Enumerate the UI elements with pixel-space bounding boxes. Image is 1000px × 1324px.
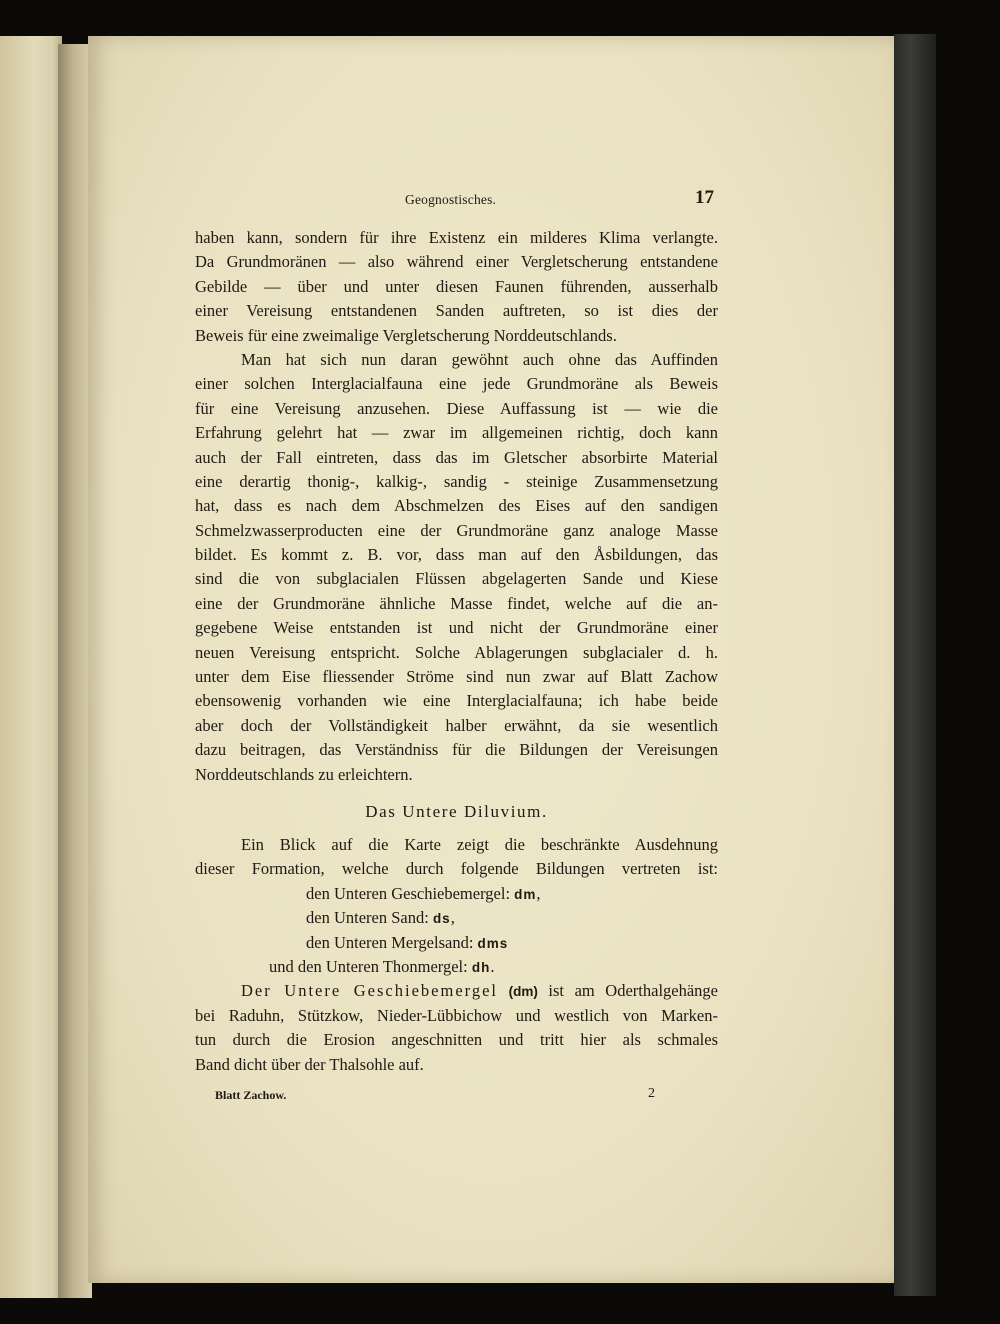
text-line: unter dem Eise fliessender Ströme sind nun zwar auf Blatt Zachow [195, 667, 718, 687]
formation-prefix: den [306, 883, 330, 903]
facing-page-edge [0, 36, 62, 1298]
text-line: gegebene Weise entstanden ist und nicht der Grundmoräne einer [195, 618, 718, 638]
text-line: eine derartig thonig-, kalkig-, sandig - steinige Zusammensetzung [195, 471, 718, 491]
running-head: Geognostisches. [405, 192, 497, 207]
formation-name: Unteren Mergelsand: [333, 932, 474, 952]
text-line: Ein Blick auf die Karte zeigt die beschränkte Ausdehnung [241, 834, 718, 854]
text-line: für eine Vereisung anzusehen. Diese Auffassung ist — wie die [195, 398, 718, 418]
text-line: Band dicht über der Thalsohle auf. [195, 1054, 424, 1074]
text-line: Norddeutschlands zu erleichtern. [195, 764, 413, 784]
section-heading: Das Untere Diluvium. [365, 801, 548, 821]
text-line: bildet. Es kommt z. B. vor, dass man auf den Åsbildungen, das [195, 545, 718, 565]
formation-symbol: dm [514, 886, 537, 902]
text-line: Erfahrung gelehrt hat — zwar im allgemeinen richtig, doch kann [195, 423, 718, 443]
page-body [195, 226, 718, 1077]
formation-name: Unteren Geschiebemergel: [333, 883, 511, 903]
text-line: sind die von subglacialen Flüssen abgelagerten Sande und Kiese [195, 569, 718, 589]
sheet-signature: Blatt Zachow. [215, 1088, 287, 1102]
formation-name: Unteren Sand: [333, 908, 429, 928]
formation-symbol: dms [477, 935, 509, 951]
text-line: ebensowenig vorhanden wie eine Interglacialfauna; ich habe beide [195, 691, 718, 711]
paragraph-1 [195, 226, 718, 348]
text-line: dazu beitragen, das Verständniss für die Bildungen der Vereisungen [195, 740, 718, 760]
text-line: einer Vereisung entstandenen Sanden auftreten, so ist dies der [195, 301, 718, 321]
formation-suffix: , [536, 883, 541, 903]
text-line: neuen Vereisung entspricht. Solche Ablagerungen subglacialer d. h. [195, 642, 718, 662]
page-number: 17 [695, 187, 714, 208]
formation-prefix: den [306, 908, 330, 928]
paragraph-2 [195, 348, 718, 787]
text-line: Da Grundmoränen — also während einer Vergletscherung entstandene [195, 252, 718, 272]
formation-prefix: den [306, 932, 330, 952]
list-item [195, 955, 718, 979]
text-line: einer solchen Interglacialfauna eine jede Grundmoräne als Beweis [195, 374, 718, 394]
text-line: hat, dass es nach dem Abschmelzen des Eises auf den sandigen [195, 496, 718, 516]
formation-name: Unteren Thonmergel: [325, 956, 468, 976]
spaced-term: Der Untere Geschiebemergel [241, 981, 498, 1001]
text-fragment: ist am Oderthalgehänge [548, 981, 718, 1001]
book-cover-edge [894, 34, 936, 1296]
formation-prefix: und den [269, 956, 322, 976]
paragraph-3 [195, 833, 718, 882]
text-line: haben kann, sondern für ihre Existenz ein milderes Klima verlangte. [195, 228, 718, 247]
formation-symbol: (dm) [508, 984, 538, 1000]
text-line: eine der Grundmoräne ähnliche Masse findet, welche auf die an- [195, 593, 718, 613]
list-item [195, 931, 718, 955]
text-line: auch der Fall eintreten, dass das im Gletscher absorbirte Material [195, 447, 718, 467]
list-item [195, 906, 718, 930]
text-line [195, 979, 718, 1003]
text-line: Gebilde — über und unter diesen Faunen führenden, ausserhalb [195, 276, 718, 296]
text-line: dieser Formation, welche durch folgende Bildungen vertreten ist: [195, 859, 718, 879]
text-line: bei Raduhn, Stützkow, Nieder-Lübbichow und westlich von Marken- [195, 1005, 718, 1025]
formation-list [195, 882, 718, 980]
text-line: Man hat sich nun daran gewöhnt auch ohne das Auffinden [241, 349, 718, 369]
formation-symbol: ds [432, 911, 451, 927]
page-footer [215, 1088, 655, 1106]
list-item [195, 882, 718, 906]
text-line: aber doch der Vollständigkeit halber erwähnt, da sie wesentlich [195, 715, 718, 735]
text-line: tun durch die Erosion angeschnitten und tritt hier als schmales [195, 1030, 718, 1050]
formation-suffix: . [490, 956, 495, 976]
book-gutter [58, 44, 92, 1298]
formation-symbol: dh [471, 959, 491, 975]
formation-suffix: , [450, 908, 455, 928]
page-header [195, 188, 718, 212]
text-line: Beweis für eine zweimalige Vergletscherung Norddeutschlands. [195, 325, 617, 345]
paragraph-4 [195, 979, 718, 1077]
text-line: Schmelzwasserproducten eine der Grundmoräne ganz analoge Masse [195, 520, 718, 540]
sheet-number: 2 [648, 1086, 655, 1101]
